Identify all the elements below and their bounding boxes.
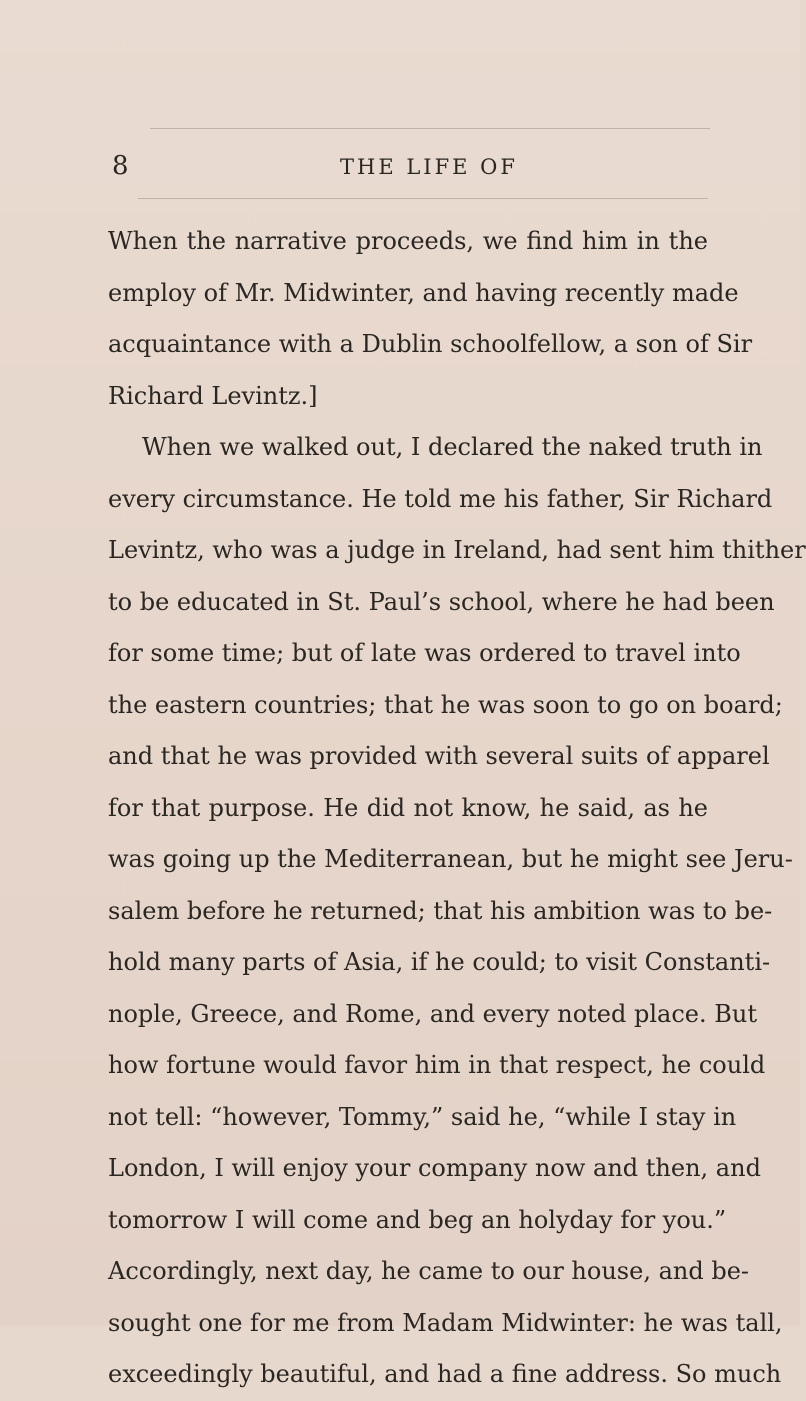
text-line: and that he was provided with several suits of apparel <box>108 742 770 770</box>
text-line: London, I will enjoy your company now and then, and <box>108 1154 761 1182</box>
text-line: nople, Greece, and Rome, and every noted place. But <box>108 999 757 1028</box>
text-line: was going up the Mediterranean, but he might see Jeru- <box>108 845 793 873</box>
header-rule-top <box>150 128 710 129</box>
text-line: exceedingly beautiful, and had a fine address. So much <box>108 1360 782 1388</box>
text-line: When the narrative proceeds, we find him in the <box>108 227 708 255</box>
text-line: employ of Mr. Midwinter, and having recently made <box>108 278 739 307</box>
text-line: When we walked out, I declared the naked truth in <box>142 433 763 461</box>
header-rule-bottom <box>138 198 708 199</box>
text-line: how fortune would favor him in that respect, he could <box>108 1051 766 1079</box>
running-head: THE LIFE OF <box>340 155 518 179</box>
text-line: not tell: “however, Tommy,” said he, “while I stay in <box>108 1102 737 1131</box>
text-line: to be educated in St. Paul’s school, where he had been <box>108 587 775 616</box>
text-line: sought one for me from Madam Midwinter: he was tall, <box>108 1308 783 1337</box>
text-line: hold many parts of Asia, if he could; to visit Constanti- <box>108 948 771 976</box>
text-line: acquaintance with a Dublin schoolfellow, a son of Sir <box>108 330 753 358</box>
text-line: the eastern countries; that he was soon to go on board; <box>108 690 783 719</box>
body-text <box>108 216 806 1401</box>
text-line: Accordingly, next day, he came to our house, and be- <box>108 1257 750 1285</box>
text-line: tomorrow I will come and beg an holyday for you.” <box>108 1205 727 1234</box>
text-line: Levintz, who was a judge in Ireland, had sent him thither <box>108 536 806 564</box>
page-number: 8 <box>112 151 130 181</box>
text-line: every circumstance. He told me his father, Sir Richard <box>108 484 773 513</box>
text-line: for some time; but of late was ordered to travel into <box>108 639 741 667</box>
text-line: Richard Levintz.] <box>108 381 318 410</box>
text-line: for that purpose. He did not know, he said, as he <box>108 793 708 822</box>
text-line: salem before he returned; that his ambition was to be- <box>108 896 773 925</box>
